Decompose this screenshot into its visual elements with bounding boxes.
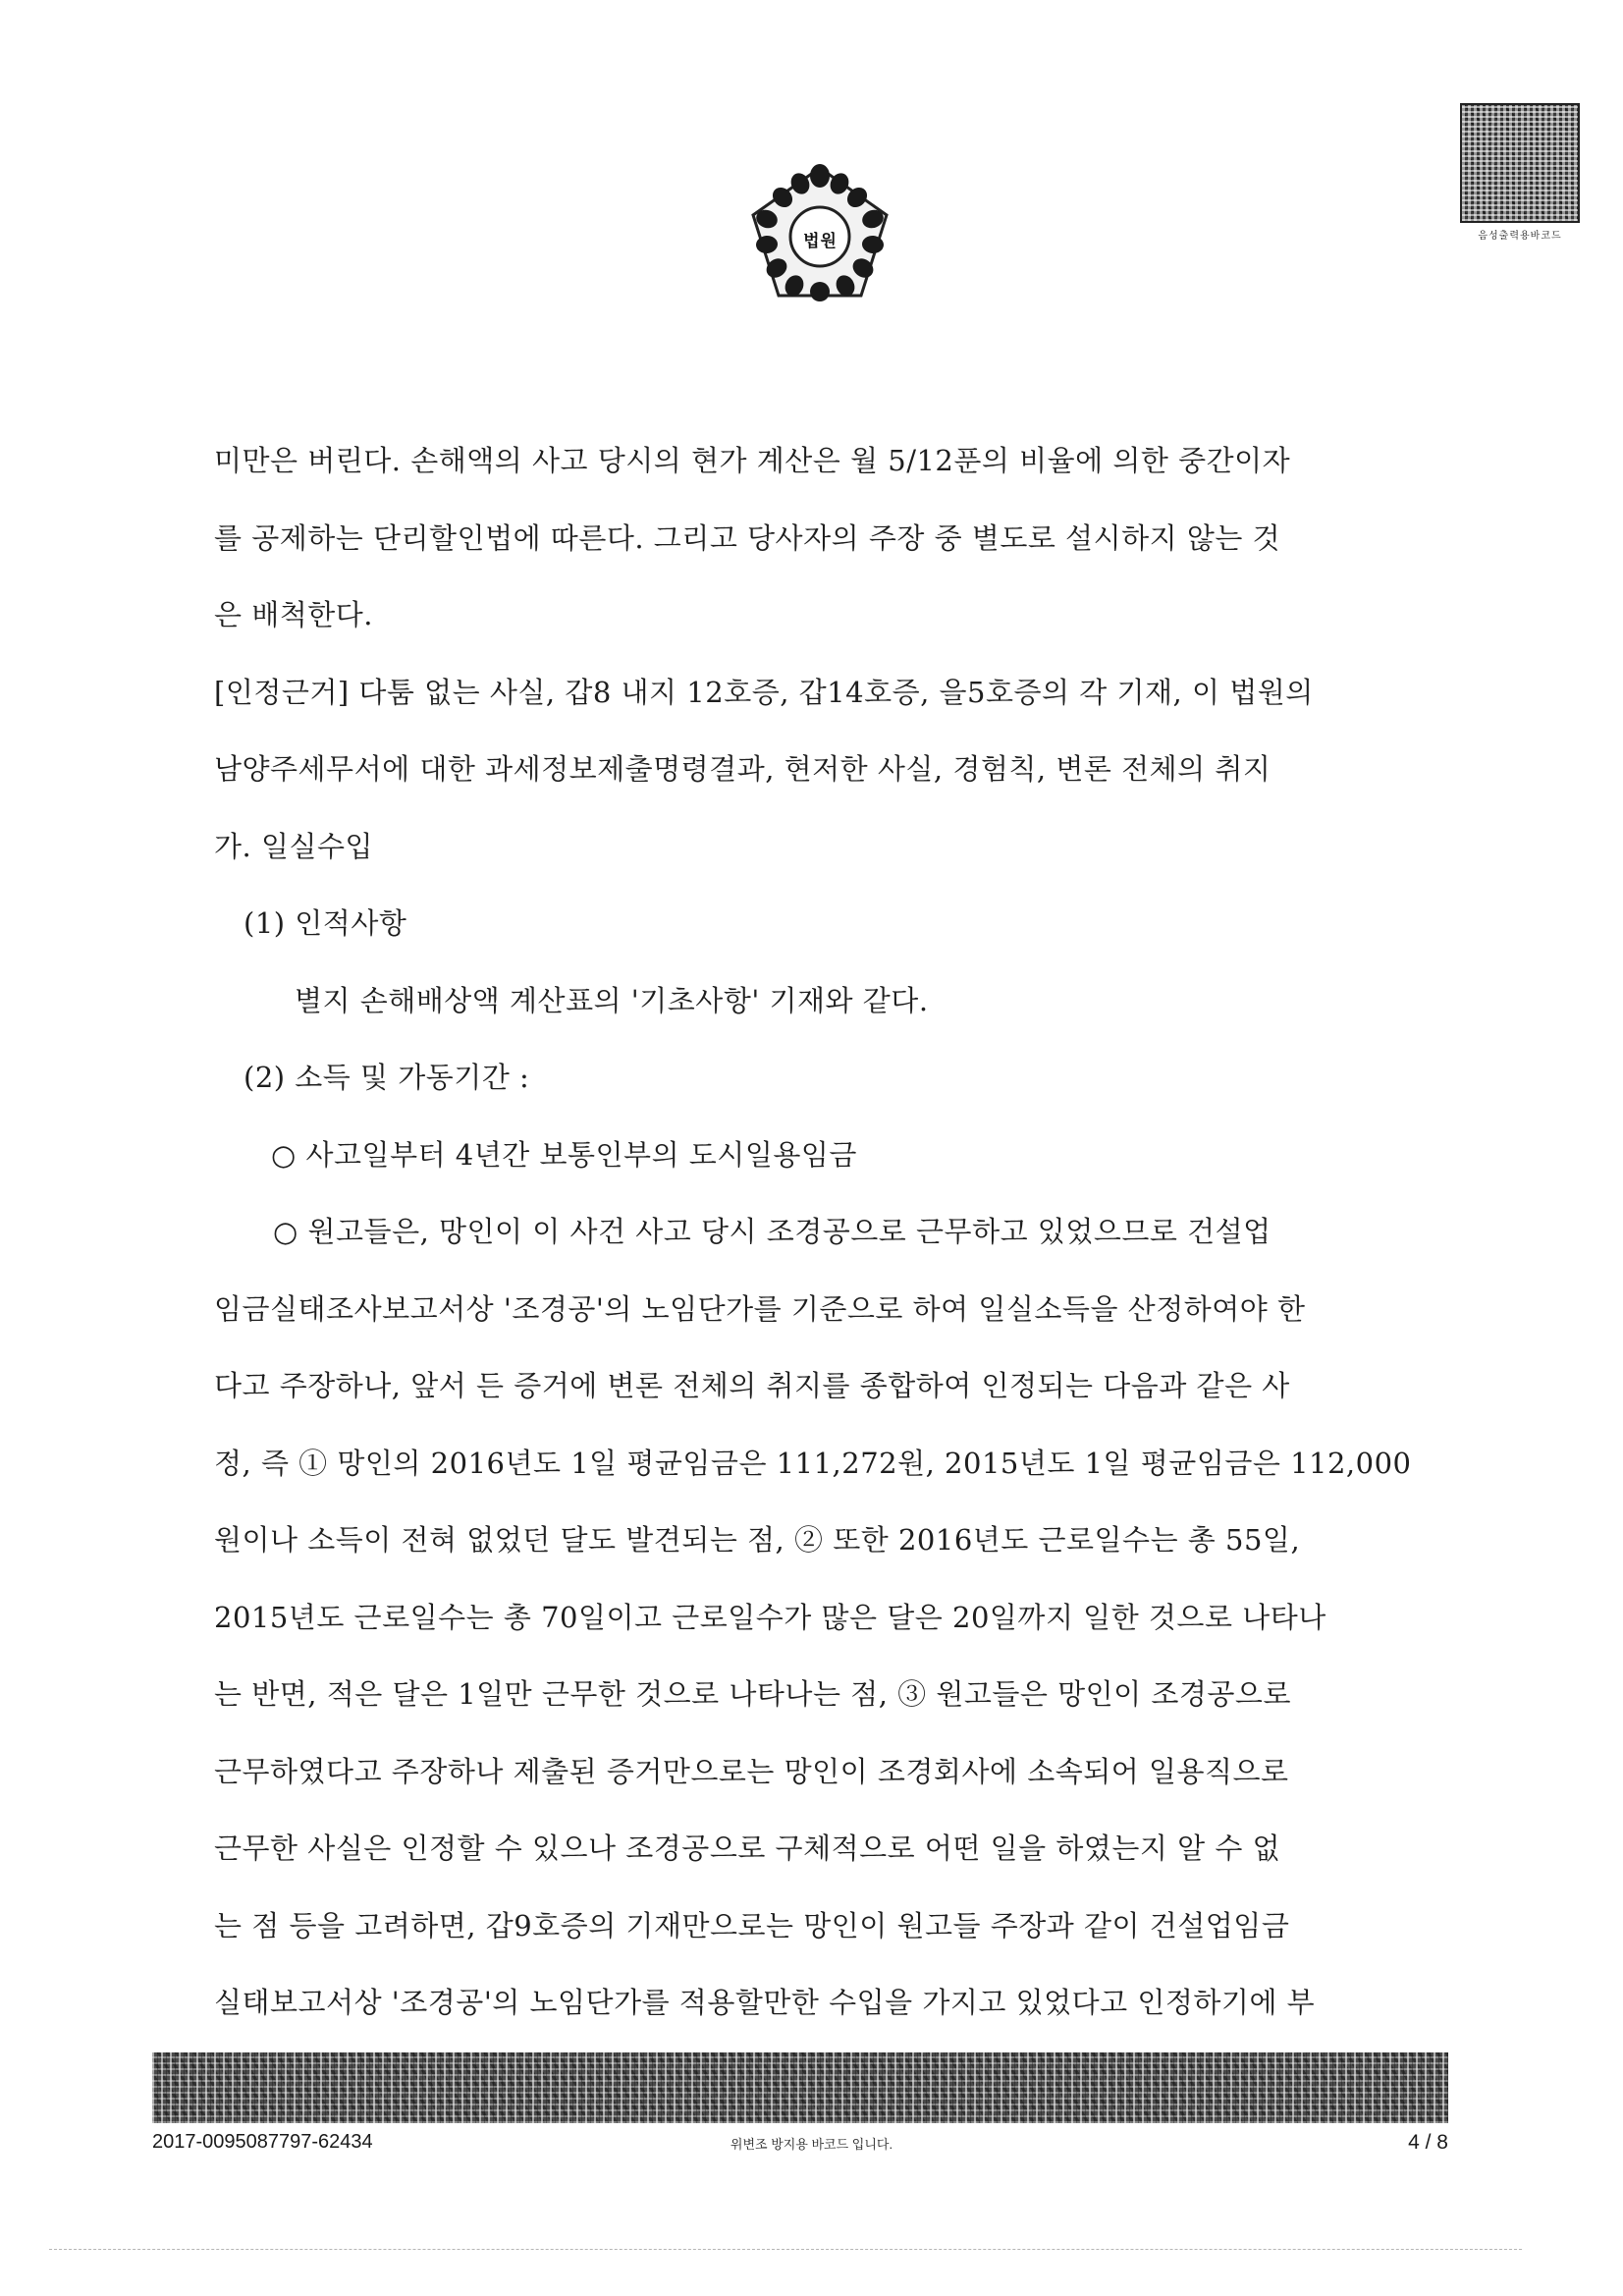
body-line: 2015년도 근로일수는 총 70일이고 근로일수가 많은 달은 20일까지 일한 것으로 나타나: [214, 1600, 1326, 1634]
body-line: 실태보고서상 '조경공'의 노임단가를 적용할만한 수입을 가지고 있었다고 인정하기에 부: [214, 1986, 1316, 2019]
barcode-note: 위변조 방지용 바코드 입니다.: [730, 2137, 893, 2152]
body-line: 임금실태조사보고서상 '조경공'의 노임단가를 기준으로 하여 일실소득을 산정하여야 한: [214, 1291, 1306, 1326]
body-line: 원이나 소득이 전혀 없었던 달도 발견되는 점, ② 또한 2016년도 근로일수는 총 55일,: [214, 1523, 1301, 1557]
body-line: 미만은 버린다. 손해액의 사고 당시의 현가 계산은 월 5/12푼의 비율에 의한 중간이자: [214, 444, 1291, 477]
document-id: 2017-0095087797-62434: [152, 2131, 373, 2153]
body-line: [인정근거] 다툼 없는 사실, 갑8 내지 12호증, 갑14호증, 을5호증의 각 기재, 이 법원의: [214, 675, 1314, 709]
court-emblem-icon: [749, 162, 892, 304]
section-heading: 가. 일실수입: [214, 829, 374, 863]
qr-code-icon: [1460, 103, 1580, 223]
body-line: 다고 주장하나, 앞서 든 증거에 변론 전체의 취지를 종합하여 인정되는 다음과 같은 사: [214, 1369, 1290, 1402]
body-line: 은 배척한다.: [214, 598, 374, 631]
subsection-heading: (2) 소득 및 가동기간 :: [243, 1061, 530, 1094]
qr-code-block: [1460, 103, 1580, 242]
document-body: [214, 422, 1441, 2042]
anti-forgery-barcode-icon: [152, 2052, 1448, 2123]
body-line: 는 점 등을 고려하면, 갑9호증의 기재만으로는 망인이 원고들 주장과 같이 건설업임금: [214, 1908, 1290, 1942]
bullet-line: ○ 원고들은, 망인이 이 사건 사고 당시 조경공으로 근무하고 있었으므로 건설업: [273, 1215, 1271, 1248]
emblem-label: 법원: [803, 232, 838, 251]
body-line: 는 반면, 적은 달은 1일만 근무한 것으로 나타나는 점, ③ 원고들은 망인이 조경공으로: [214, 1677, 1291, 1711]
body-line: 별지 손해배상액 계산표의 '기초사항' 기재와 같다.: [295, 983, 929, 1017]
bullet-line: ○ 사고일부터 4년간 보통인부의 도시일용임금: [271, 1137, 857, 1172]
page-number: 4 / 8: [1408, 2131, 1448, 2154]
subsection-heading: (1) 인적사항: [243, 906, 407, 940]
qr-caption: 음성출력용바코드: [1478, 231, 1562, 242]
body-line: 정, 즉 ① 망인의 2016년도 1일 평균임금은 111,272원, 2015년도 1일 평균임금은 112,000: [214, 1446, 1412, 1480]
body-line: 근무하였다고 주장하나 제출된 증거만으로는 망인이 조경회사에 소속되어 일용직으로: [214, 1754, 1289, 1788]
body-line: 를 공제하는 단리할인법에 따른다. 그리고 당사자의 주장 중 별도로 설시하지 않는 것: [214, 520, 1281, 555]
body-line: 근무한 사실은 인정할 수 있으나 조경공으로 구체적으로 어떤 일을 하였는지 알 수 없: [214, 1831, 1281, 1865]
body-line: 남양주세무서에 대한 과세정보제출명령결과, 현저한 사실, 경험칙, 변론 전체의 취지: [214, 752, 1271, 786]
scan-divider: [49, 2249, 1522, 2250]
